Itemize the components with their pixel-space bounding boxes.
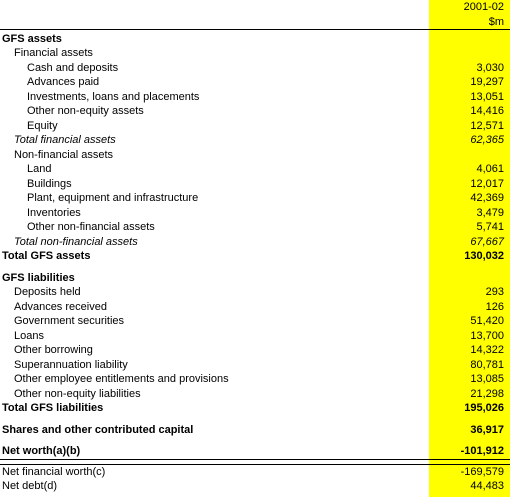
- row-value: 3,479: [476, 206, 504, 219]
- table-row: [0, 387, 510, 402]
- table-row: [0, 343, 510, 358]
- row-label: Other non-equity assets: [27, 105, 144, 117]
- table-row: [0, 314, 510, 329]
- row-value: 195,026: [464, 402, 504, 414]
- row-value: 21,298: [470, 387, 504, 400]
- row-value: 19,297: [470, 76, 504, 88]
- row-value: 13,085: [470, 373, 504, 385]
- row-label: Other employee entitlements and provisions: [14, 373, 229, 385]
- row-value: 51,420: [470, 315, 504, 327]
- row-label: Total GFS assets: [2, 250, 91, 262]
- row-label: Other non-equity liabilities: [14, 387, 141, 400]
- row-label: Other borrowing: [14, 344, 93, 356]
- row-label: Net worth(a)(b): [2, 445, 81, 457]
- table-row-net-worth: [0, 444, 510, 460]
- row-label: Shares and other contributed capital: [2, 423, 194, 436]
- table-row: [0, 162, 510, 177]
- row-label: GFS liabilities: [2, 271, 75, 284]
- table-row: [0, 271, 510, 286]
- table-row-total: [0, 423, 510, 438]
- row-value: 36,917: [470, 423, 504, 436]
- row-value: 13,700: [470, 329, 504, 342]
- table-row: [0, 464, 510, 480]
- row-value: 126: [485, 300, 504, 313]
- table-row: [0, 32, 510, 47]
- row-value: -169,579: [460, 465, 504, 478]
- row-value: 14,416: [470, 105, 504, 117]
- table-row: [0, 372, 510, 387]
- row-value: 13,051: [470, 90, 504, 103]
- header-year-row: [0, 0, 510, 15]
- table-row: [0, 75, 510, 90]
- row-label: Financial assets: [14, 47, 93, 59]
- row-label: Total non-financial assets: [14, 235, 138, 248]
- table-row: [0, 329, 510, 344]
- row-label: Deposits held: [14, 286, 81, 298]
- row-label: Cash and deposits: [27, 61, 119, 74]
- table-row: [0, 285, 510, 300]
- row-value: 42,369: [470, 192, 504, 204]
- row-value: 12,571: [470, 119, 504, 132]
- table-row: [0, 119, 510, 134]
- row-value: 5,741: [476, 221, 504, 233]
- table-row: [0, 300, 510, 315]
- row-value: 130,032: [464, 250, 504, 262]
- table-row: [0, 206, 510, 221]
- table-row: [0, 148, 510, 163]
- row-label: Equity: [27, 119, 58, 132]
- table-row: [0, 358, 510, 373]
- table-row: [0, 104, 510, 119]
- row-label: Inventories: [27, 206, 81, 219]
- row-label: Buildings: [27, 177, 72, 190]
- row-label: Total GFS liabilities: [2, 402, 104, 414]
- row-value: 4,061: [476, 163, 504, 175]
- header-unit-row: [0, 15, 510, 30]
- header-year: 2001-02: [463, 1, 504, 13]
- row-label: Other non-financial assets: [27, 221, 155, 233]
- table-row: [0, 220, 510, 235]
- table-row: [0, 90, 510, 105]
- row-value: 3,030: [476, 61, 504, 74]
- row-label: Investments, loans and placements: [27, 90, 200, 103]
- table-row: [0, 191, 510, 206]
- row-label: Total financial assets: [14, 134, 116, 146]
- row-value: 62,365: [470, 134, 504, 146]
- row-value: 67,667: [470, 235, 504, 248]
- row-value: 44,483: [470, 480, 504, 492]
- row-label: Net debt(d): [2, 480, 58, 492]
- row-value: 12,017: [470, 177, 504, 190]
- row-value: 14,322: [470, 344, 504, 356]
- table-row: [0, 46, 510, 61]
- row-label: Loans: [14, 329, 44, 342]
- row-label: Land: [27, 163, 52, 175]
- row-label: Government securities: [14, 315, 125, 327]
- table-row: [0, 177, 510, 192]
- table-row-total: [0, 249, 510, 264]
- row-value: -101,912: [460, 445, 504, 457]
- row-label: Advances received: [14, 300, 107, 313]
- row-label: Net financial worth(c): [2, 465, 106, 478]
- row-value: 293: [485, 286, 504, 298]
- table-row-subtotal: [0, 235, 510, 250]
- row-value: 80,781: [470, 358, 504, 371]
- header-unit: $m: [488, 15, 504, 28]
- row-label: Superannuation liability: [14, 358, 128, 371]
- row-label: GFS assets: [2, 32, 62, 45]
- table-row-total: [0, 401, 510, 416]
- table-row-subtotal: [0, 133, 510, 148]
- table-row: [0, 61, 510, 76]
- row-label: Plant, equipment and infrastructure: [27, 192, 199, 204]
- row-label: Non-financial assets: [14, 148, 114, 161]
- table-row: [0, 479, 510, 494]
- row-label: Advances paid: [27, 76, 100, 88]
